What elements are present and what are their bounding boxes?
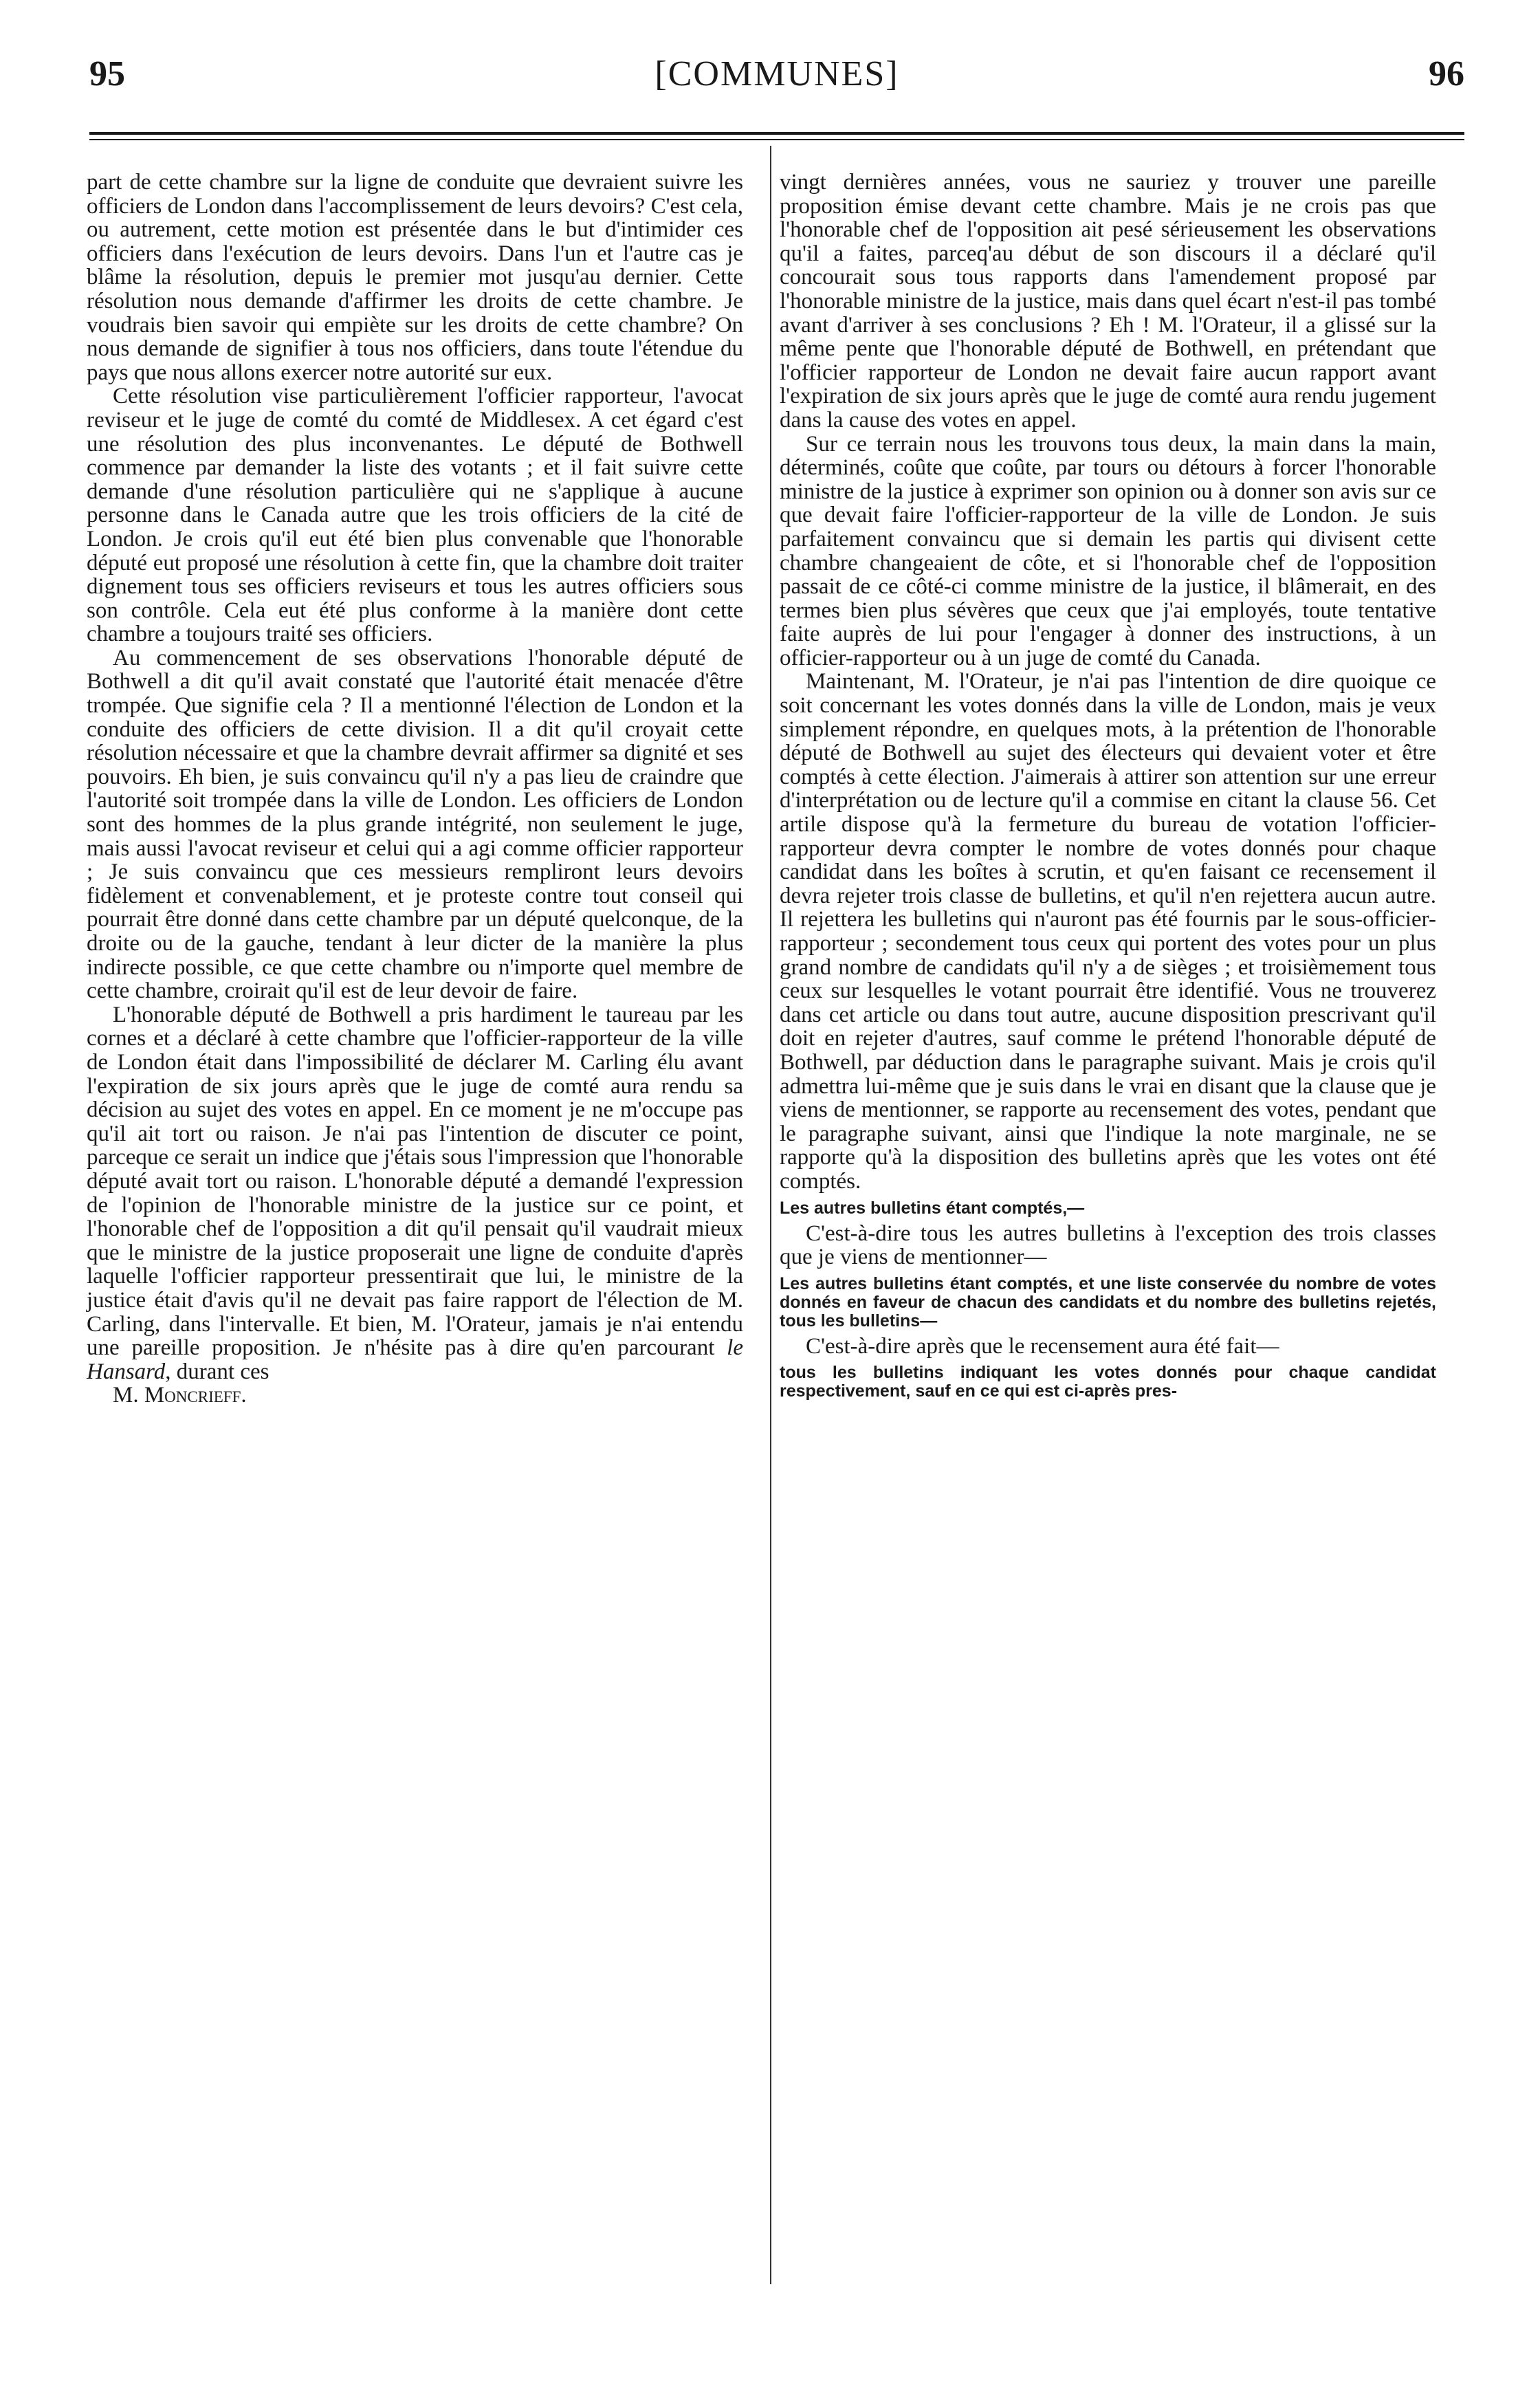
left-column	[87, 171, 743, 1408]
speaker-name	[87, 1383, 743, 1408]
statute-quote: Les autres bulletins étant comptés,—	[780, 1198, 1085, 1218]
paragraph: Maintenant, M. l'Orateur, je n'ai pas l'intention de dire quoique ce soit concernant les votes donnés dans la ville de London, mais je veux simplement répondre, en quelques mots, à la prétention de l'honorable député de Bothwell au sujet des électeurs qui devaient voter et être comptés à cette élection. J'aimerais à attirer son attention sur une erreur d'interprétation ou de lecture qu'il a commise en citant la clause 56. Cet artile dispose qu'à la fermeture du bureau de votation l'officier-rapporteur devra compter le nombre de votes donnés pour chaque candidat dans les boîtes à scrutin, et qu'en faisant ce recensement il devra rejeter trois classe de bulletins, et qu'il n'en rejettera aucun autre. Il rejettera les bulletins qui n'auront pas été fournis par le sous-officier-rapporteur ; secondement tous ceux qui portent des votes pour un plus grand nombre de candidats qu'il n'y a de sièges ; et troisièmement tous ceux sur lesquelles le votant pourrait être identifié. Vous ne trouverez dans cet article ou dans tout autre, aucune disposition prescrivant qu'il doit en rejeter d'autres, sauf comme le prétend l'honorable député de Bothwell, par déduction dans le paragraphe suivant. Mais je crois qu'il admettra lui-même que je suis dans le vrai en disant que la clause que je viens de mentionner, se rapporte au recensement des votes, pendant que le paragraphe suivant, ainsi que l'indique la note marginale, ne se rapporte qu'à la disposition des bulletins après que les votes ont été comptés.	[780, 669, 1436, 1194]
paragraph-text-end: , durant ces	[165, 1359, 270, 1384]
header-rule-thin	[89, 139, 1464, 140]
paragraph: C'est-à-dire après que le recensement aura été fait—	[806, 1333, 1279, 1359]
statute-quote: tous les bulletins indiquant les votes donnés pour chaque candidat respectivement, sauf en ce qui est ci-après pres-	[780, 1363, 1436, 1401]
paragraph: Au commencement de ses observations l'honorable député de Bothwell a dit qu'il avait constaté que l'autorité était menacée d'être trompée. Que signifie cela ? Il a mentionné l'élection de London et la conduite des officiers de cette division. Il a dit qu'il croyait cette résolution nécessaire et que la chambre devrait affirmer sa dignité et ses pouvoirs. Eh bien, je suis convaincu qu'il n'y a pas lieu de craindre que l'autorité soit trompée dans la ville de London. Les officiers de London sont des hommes de la plus grande intégrité, non seulement le juge, mais aussi l'avocat reviseur et celui qui a agi comme officier rapporteur ; Je suis convaincu que ces messieurs rempliront leurs devoirs fidèlement et convenablement, et je proteste contre tout conseil qui pourrait être donné dans cette chambre par un député quelconque, de la droite ou de la gauche, tendant à leur dicter de la manière la plus indirecte possible, ce que cette chambre ou n'importe quel membre de cette chambre, croirait qu'il est de leur devoir de faire.	[87, 645, 743, 1004]
speaker-label: M. Moncrieff.	[113, 1383, 247, 1408]
statute-quote: Les autres bulletins étant comptés, et une liste conservée du nombre de votes donnés en faveur de chacun des candidats et du nombre des bulletins rejetés, tous les bulletins—	[780, 1273, 1436, 1331]
paragraph-text: L'honorable député de Bothwell a pris hardiment le taureau par les cornes et a déclaré à cette chambre que l'officier-rapporteur de la ville de London était dans l'impossibilité de déclarer M. Carling élu avant l'expiration de six jours après que le juge de comté aura rendu sa décision au sujet des votes en appel. En ce moment je ne m'occupe pas qu'il ait tort ou raison. Je n'ai pas l'intention de discuter ce point, parceque ce serait un indice que j'étais sous l'impression que l'honorable député avait tort ou raison. L'honorable député a demandé l'expression de l'opinion de l'honorable ministre de la justice sur ce point, et l'honorable chef de l'opposition a dit qu'il pensait qu'il vaudrait mieux que le ministre de la justice proposerait une ligne de conduite d'après laquelle l'officier rapporteur pressentirait que lui, le ministre de la justice était d'avis qu'il ne devait pas faire rapport de l'élection de M. Carling, dans l'intervalle. Et bien, M. l'Orateur, jamais je n'ai entendu une pareille proposition. Je n'hésite pas à dire qu'en parcourant	[87, 1002, 743, 1361]
paragraph	[87, 1003, 743, 1384]
hansard-title: le Hansard	[87, 1335, 743, 1384]
page-header	[89, 54, 1464, 102]
paragraph: part de cette chambre sur la ligne de conduite que devraient suivre les officiers de London dans l'accomplissement de leurs devoirs? C'est cela, ou autrement, cette motion est présentée dans le but d'intimider ces officiers dans l'exécution de leurs devoirs. Dans l'un et l'autre cas je blâme la résolution, depuis le premier mot jusqu'au dernier. Cette résolution nous demande d'affirmer les droits de cette chambre. Je voudrais bien savoir qui empiète sur les droits de cette chambre? On nous demande de signifier à tous nos officiers, dans toute l'étendue du pays que nous allons exercer notre autorité sur eux.	[87, 170, 743, 385]
paragraph: Cette résolution vise particulièrement l'officier rapporteur, l'avocat reviseur et le juge de comté du comté de Middlesex. A cet égard c'est une résolution des plus inconvenantes. Le député de Bothwell commence par demander la liste des votants ; et il fait suivre cette demande d'une résolution particulière qui ne s'applique à aucune personne dans le Canada autre que les trois officiers de la cité de London. Je crois qu'il eut été bien plus convenable que l'honorable député eut proposé une résolution à cette fin, que la chambre doit traiter dignement tous ses officiers reviseurs et tous les autres officiers sous son contrôle. Cela eut été plus conforme à la manière dont cette chambre a toujours traité ses officiers.	[87, 384, 743, 647]
paragraph: C'est-à-dire tous les autres bulletins à l'exception des trois classes que je viens de mentionner—	[780, 1221, 1436, 1270]
paragraph: Sur ce terrain nous les trouvons tous deux, la main dans la main, déterminés, coûte que coûte, par tours ou détours à forcer l'honorable ministre de la justice à exprimer son opinion ou à donner son avis sur ce que devait faire l'officier-rapporteur de la ville de London. Je suis parfaitement convaincu que si demain les partis qui divisent cette chambre changeaient de côte, et si l'honorable chef de l'opposition passait de ce côté-ci comme ministre de la justice, il blâmerait, en des termes bien plus sévères que ceux que j'ai employés, toute tentative faite auprès de lui pour l'engager à donner des instructions, à un officier-rapporteur ou à un juge de comté du Canada.	[780, 431, 1436, 670]
right-column	[780, 171, 1436, 1405]
left-page-number: 95	[89, 54, 125, 94]
right-page-number: 96	[1429, 54, 1464, 94]
header-title: [COMMUNES]	[654, 54, 899, 94]
header-rule-thick	[89, 132, 1464, 135]
paragraph: vingt dernières années, vous ne sauriez y trouver une pareille proposition émise devant cette chambre. Mais je ne crois pas que l'honorable chef de l'opposition ait pesé sérieusement les observations qu'il a faites, parceq'au début de son discours il a déclaré qu'il concourait sous tous rapports dans l'amendement proposé par l'honorable ministre de la justice, mais dans quel écart n'est-il pas tombé avant d'arriver à ses conclusions ? Eh ! M. l'Orateur, il a glissé sur la même pente que l'honorable député de Bothwell, en prétendant que l'officier rapporteur de London ne devait faire aucun rapport avant l'expiration de six jours après que le juge de comté aura rendu jugement dans la cause des votes en appel.	[780, 170, 1436, 433]
column-divider	[770, 146, 771, 2284]
